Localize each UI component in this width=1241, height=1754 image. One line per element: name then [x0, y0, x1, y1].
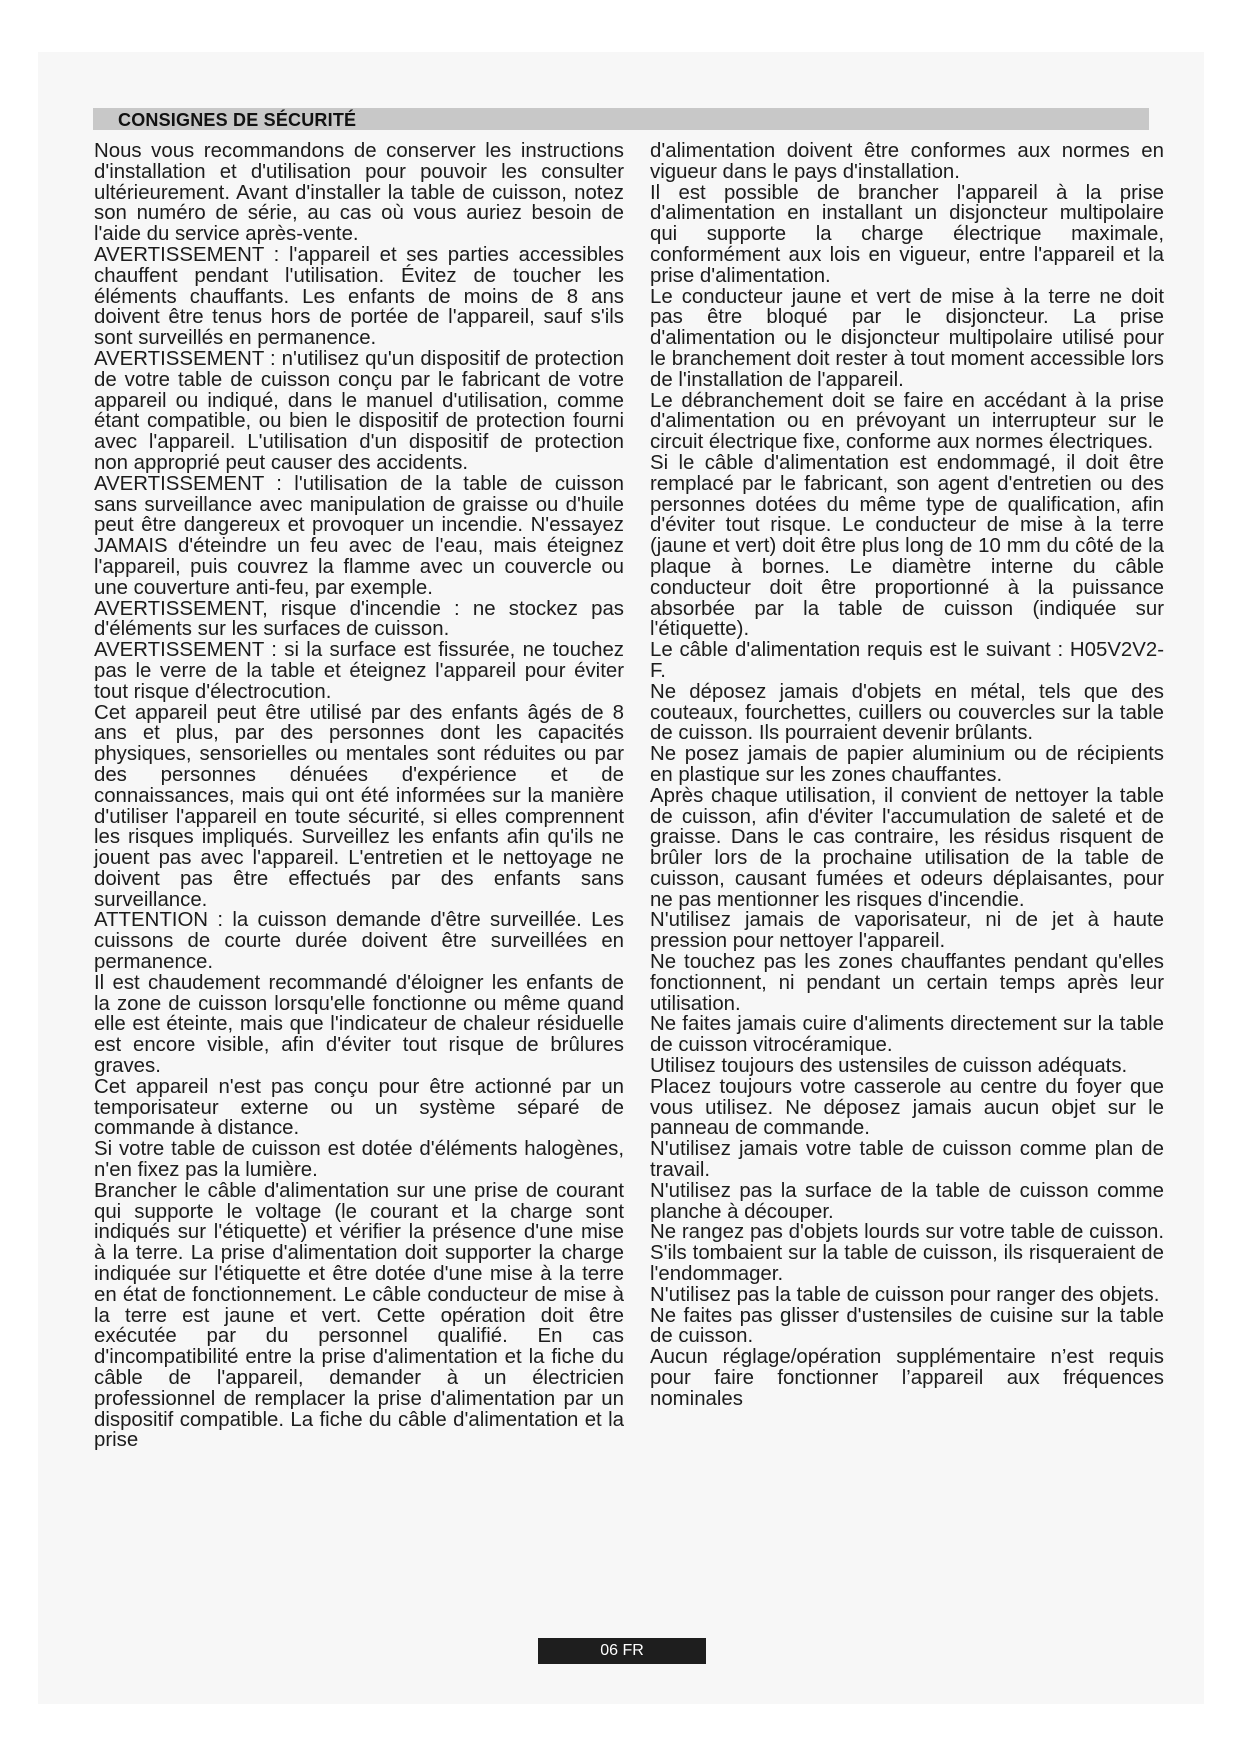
paragraph: ATTENTION : la cuisson demande d'être surveillée. Les cuissons de courte durée doivent être surveillées en permanence.: [94, 909, 624, 974]
paragraph: AVERTISSEMENT : si la surface est fissurée, ne touchez pas le verre de la table et éteignez l'appareil pour éviter tout risque d'électrocution.: [94, 639, 624, 703]
paragraph: AVERTISSEMENT, risque d'incendie : ne stockez pas d'éléments sur les surfaces de cuisson.: [94, 597, 624, 641]
paragraph: Il est chaudement recommandé d'éloigner les enfants de la zone de cuisson lorsqu'elle fonctionne ou même quand elle est éteinte, mais que l'indicateur de chaleur résiduelle est encore visible, afin d'éviter tout risque de brûlures graves.: [94, 971, 624, 1078]
paragraph: N'utilisez pas la surface de la table de cuisson comme planche à découper.: [650, 1179, 1164, 1223]
page-number-badge: [538, 1638, 706, 1664]
paragraph: Le câble d'alimentation requis est le suivant : H05V2V2-F.: [650, 639, 1164, 682]
paragraph: Ne déposez jamais d'objets en métal, tels que des couteaux, fourchettes, cuillers ou couvercles sur la table de cuisson. Ils pourraient devenir brûlants.: [650, 680, 1164, 745]
paragraph: Aucun réglage/opération supplémentaire n’est requis pour faire fonctionner l’appareil aux fréquences nominales: [650, 1346, 1164, 1410]
paragraph: AVERTISSEMENT : l'utilisation de la table de cuisson sans surveillance avec manipulation de graisse ou d'huile peut être dangereux et provoquer un incendie. N'essayez JAMAIS d'éteindre un feu avec de l'eau, mais éteignez l'appareil, puis couvrez la flamme avec un couvercle ou une couverture anti-feu, par exemple.: [94, 472, 624, 599]
paragraph: Ne touchez pas les zones chauffantes pendant qu'elles fonctionnent, ni pendant un certain temps après leur utilisation.: [650, 951, 1164, 1015]
paragraph: N'utilisez jamais de vaporisateur, ni de jet à haute pression pour nettoyer l'appareil.: [650, 909, 1164, 953]
paragraph: Placez toujours votre casserole au centre du foyer que vous utilisez. Ne déposez jamais aucun objet sur le panneau de commande.: [650, 1075, 1164, 1140]
paragraph: Cet appareil peut être utilisé par des enfants âgés de 8 ans et plus, par des personnes dont les capacités physiques, sensorielles ou mentales sont réduites ou par des personnes dénuées d'expérience et de connaissances, mais qui ont été informées sur la manière d'utiliser l'appareil en toute sécurité, si elles comprennent les risques impliqués. Surveillez les enfants afin qu'ils ne jouent pas avec l'appareil. L'entretien et le nettoyage ne doivent pas être effectués par des enfants sans surveillance.: [94, 701, 624, 911]
section-title: CONSIGNES DE SÉCURITÉ: [118, 110, 357, 130]
paragraph: Ne faites pas glisser d'ustensiles de cuisine sur la table de cuisson.: [650, 1304, 1164, 1348]
paragraph: Si votre table de cuisson est dotée d'éléments halogènes, n'en fixez pas la lumière.: [94, 1138, 624, 1182]
paragraph: N'utilisez jamais votre table de cuisson comme plan de travail.: [650, 1138, 1164, 1182]
paragraph: Ne posez jamais de papier aluminium ou de récipients en plastique sur les zones chauffantes.: [650, 743, 1164, 786]
left-text-column: [94, 141, 624, 1451]
section-header-bar: [93, 108, 1149, 130]
right-text-column: [650, 141, 1164, 1410]
paragraph: Brancher le câble d'alimentation sur une prise de courant qui supporte le voltage (le courant et la charge sont indiqués sur l'étiquette) et vérifier la présence d'une mise à la terre. La prise d'alimentation doit supporter la charge indiquée sur l'étiquette et être dotée d'une mise à la terre en état de fonctionnement. Le câble conducteur de mise à la terre est jaune et vert. Cette opération doit être exécutée par du personnel qualifié. En cas d'incompatibilité entre la prise d'alimentation et la fiche du câble de l'appareil, demander à un électricien professionnel de remplacer la prise d'alimentation par un dispositif compatible. La fiche du câble d'alimentation et la prise: [94, 1179, 624, 1452]
paragraph: Après chaque utilisation, il convient de nettoyer la table de cuisson, afin d'éviter l'accumulation de saleté et de graisse. Dans le cas contraire, les résidus risquent de brûler lors de la prochaine utilisation de la table de cuisson, causant fumées et odeurs déplaisantes, pour ne pas mentionner les risques d'incendie.: [650, 784, 1164, 911]
paragraph: Nous vous recommandons de conserver les instructions d'installation et d'utilisation pour pouvoir les consulter ultérieurement. Avant d'installer la table de cuisson, notez son numéro de série, au cas où vous auriez besoin de l'aide du service après-vente.: [94, 140, 624, 246]
paragraph: AVERTISSEMENT : n'utilisez qu'un dispositif de protection de votre table de cuisson conçu par le fabricant de votre appareil ou indiqué, dans le manuel d'utilisation, comme étant compatible, ou bien le dispositif de protection fourni avec l'appareil. L'utilisation d'un dispositif de protection non approprié peut causer des accidents.: [94, 347, 624, 474]
paragraph: Ne faites jamais cuire d'aliments directement sur la table de cuisson vitrocéramique.: [650, 1013, 1164, 1057]
paragraph: Le conducteur jaune et vert de mise à la terre ne doit pas être bloqué par le disjoncteur. La prise d'alimentation ou le disjoncteur multipolaire utilisé pour le branchement doit rester à tout moment accessible lors de l'installation de l'appareil.: [650, 285, 1164, 391]
paragraph: AVERTISSEMENT : l'appareil et ses parties accessibles chauffent pendant l'utilisation. Évitez de toucher les éléments chauffants. Les enfants de moins de 8 ans doivent être tenus hors de portée de l'appareil, sauf s'ils sont surveillés en permanence.: [94, 243, 624, 350]
page-number-label: 06 FR: [600, 1642, 644, 1659]
paragraph: Si le câble d'alimentation est endommagé, il doit être remplacé par le fabricant, son agent d'entretien ou des personnes dotées du même type de qualification, afin d'éviter tout risque. Le conducteur de mise à la terre (jaune et vert) doit être plus long de 10 mm du côté de la plaque à bornes. Le diamètre interne du câble conducteur doit être proportionné à la puissance absorbée par la table de cuisson (indiquée sur l'étiquette).: [650, 451, 1164, 641]
paragraph: Le débranchement doit se faire en accédant à la prise d'alimentation ou en prévoyant un interrupteur sur le circuit électrique fixe, conforme aux normes électriques.: [650, 389, 1164, 454]
paragraph: Cet appareil n'est pas conçu pour être actionné par un temporisateur externe ou un système séparé de commande à distance.: [94, 1075, 624, 1140]
paragraph: N'utilisez pas la table de cuisson pour ranger des objets.: [650, 1283, 1160, 1306]
paragraph: d'alimentation doivent être conformes aux normes en vigueur dans le pays d'installation.: [650, 140, 1164, 183]
paragraph: Utilisez toujours des ustensiles de cuisson adéquats.: [650, 1055, 1128, 1078]
paragraph: Ne rangez pas d'objets lourds sur votre table de cuisson. S'ils tombaient sur la table de cuisson, ils risqueraient de l'endommager.: [650, 1221, 1164, 1286]
paragraph: Il est possible de brancher l'appareil à la prise d'alimentation en installant un disjoncteur multipolaire qui supporte la charge électrique maximale, conformément aux lois en vigueur, entre l'appareil et la prise d'alimentation.: [650, 181, 1164, 287]
